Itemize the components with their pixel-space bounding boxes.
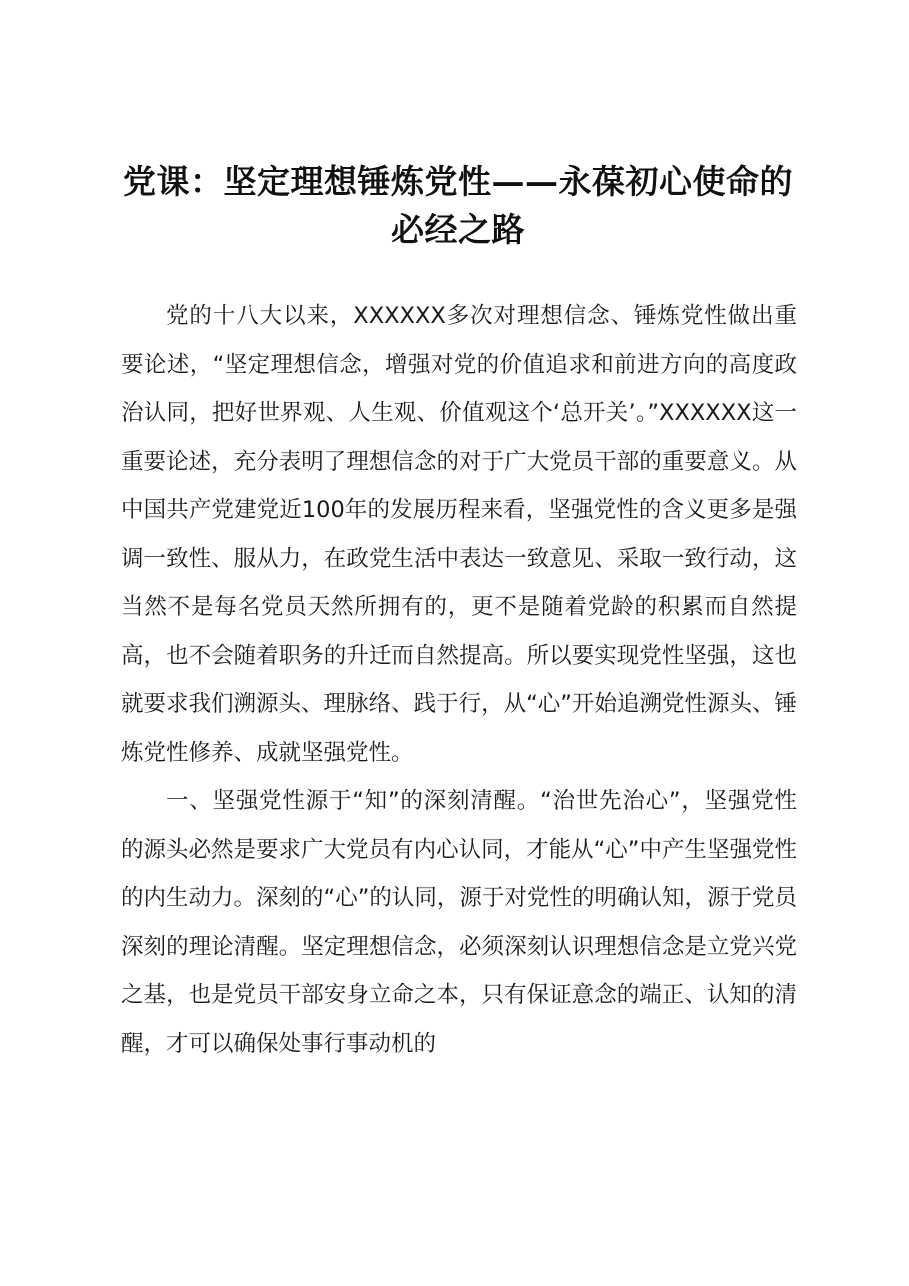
document-title: 党课：坚定理想锤炼党性——永葆初心使命的必经之路 bbox=[123, 162, 793, 249]
paragraph-intro: 党的十八大以来，XXXXXX多次对理想信念、锤炼党性做出重要论述，“坚定理想信念，增强对党的价值追求和前进方向的高度政治认同，把好世界观、人生观、价值观这个‘总开关’。”XXXXXX这一重要论述，充分表明了理想信念的对于广大党员干部的重要意义。从中国共产党建党近100年的发展历程来看，坚强党性的含义更多是强调一致性、服从力，在政党生活中表达一致意见、采取一致行动，这当然不是每名党员天然所拥有的，更不是随着党龄的积累而自然提高，也不会随着职务的升迁而自然提高。所以要实现党性坚强，这也就要求我们溯源头、理脉络、践于行，从“心”开始追溯党性源头、锤炼党性修养、成就坚强党性。 bbox=[121, 303, 797, 766]
document-body bbox=[121, 292, 797, 1068]
paragraph-section-one: 一、坚强党性源于“知”的深刻清醒。“治世先治心”，坚强党性的源头必然是要求广大党员有内心认同，才能从“心”中产生坚强党性的内生动力。深刻的“心”的认同，源于对党性的明确认知，源于党员深刻的理论清醒。坚定理想信念，必须深刻认识理想信念是立党兴党之基，也是党员干部安身立命之本，只有保证意念的端正、认知的清醒，才可以确保处事行事动机的 bbox=[121, 788, 797, 1057]
